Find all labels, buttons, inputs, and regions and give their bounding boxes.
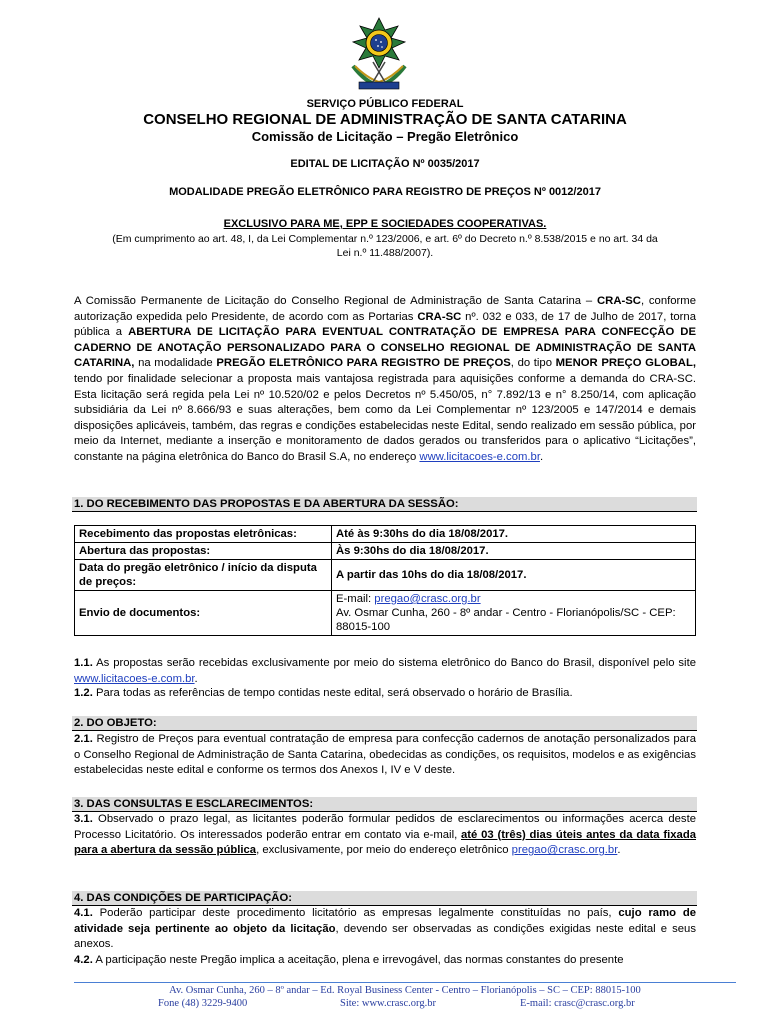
section-2-header: 2. DO OBJETO: — [72, 716, 697, 731]
council-title: CONSELHO REGIONAL DE ADMINISTRAÇÃO DE SANTA CATARINA — [143, 111, 627, 128]
item-number: 1.2. — [74, 687, 93, 699]
item-text: , exclusivamente, por meio do endereço eletrônico — [256, 844, 512, 857]
item-4-1 — [74, 906, 696, 953]
item-1-2 — [74, 686, 696, 702]
table-row — [75, 543, 696, 560]
item-text: Registro de Preços para eventual contratação de empresa para confecção cadernos de anotação personalizados para o Conselho Regional de Administração de Santa Catarina, obedecidas as condições, os requisitos, modelos e as exigências estabelecidas neste edital e conforme os termos dos Anexos I, IV e V deste. — [74, 733, 696, 777]
item-number: 4.1. — [74, 907, 93, 919]
schedule-label: Abertura das propostas: — [75, 543, 332, 560]
item-text: , devendo ser observadas as condições exigidas neste edital e seus anexos. — [74, 922, 696, 951]
licitacoes-link[interactable]: www.licitacoes-e.com.br — [419, 450, 540, 463]
item-number: 3.1. — [74, 813, 93, 825]
section-3-header: 3. DAS CONSULTAS E ESCLARECIMENTOS: — [72, 797, 697, 812]
item-text: A participação neste Pregão implica a aceitação, plena e irrevogável, das normas constantes do presente — [92, 954, 624, 966]
item-3-1 — [74, 812, 696, 859]
edital-number: EDITAL DE LICITAÇÃO Nº 0035/2017 — [290, 158, 480, 170]
schedule-table — [74, 525, 696, 636]
intro-text: tendo por finalidade selecionar a proposta mais vantajosa registrada para aquisições conforme a demanda do CRA-SC. Esta licitação será regida pela Lei nº 10.520/02 e pelos Decretos nº 5.450/05, n° 7.892/13 e n° 8.250/14, com aplicação subsidiária da Lei nº 8.666/93 e suas alterações, bem como da Lei Complementar nº 123/2005 e 147/2014 e demais disposições aplicáveis, também, das regras e condições estabelecidas neste Edital, sendo realizado em sessão pública, por meio da Internet, mediante a inserção e monitoramento de dados gerados ou transferidos para o aplicativo “Licitações”, constante na página eletrônica do Banco do Brasil S.A, no endereço — [74, 372, 696, 463]
service-heading: SERVIÇO PÚBLICO FEDERAL — [306, 98, 464, 110]
intro-text: na modalidade — [134, 357, 217, 370]
cumprimento-line-1: (Em cumprimento ao art. 48, I, da Lei Complementar n.º 123/2006, e art. 6º do Decreto n.º 8.538/2015 e no art. 34 da — [112, 233, 658, 245]
cumprimento-note — [60, 232, 710, 260]
item-text: Observado o prazo legal, as licitantes poderão formular pedidos de esclarecimentos ou informações acerca deste Processo Licitatório. Os interessados poderão entrar em contato via e-mail, — [74, 813, 696, 841]
item-text: . — [617, 844, 621, 857]
section-1-header: 1. DO RECEBIMENTO DAS PROPOSTAS E DA ABERTURA DA SESSÃO: — [72, 497, 697, 512]
section-4-header: 4. DAS CONDIÇÕES DE PARTICIPAÇÃO: — [72, 891, 697, 906]
schedule-value: Até às 9:30hs do dia 18/08/2017. — [332, 526, 696, 543]
table-row — [75, 560, 696, 591]
item-bold: cujo ramo de atividade seja pertinente ao objeto da licitação — [74, 907, 696, 935]
docs-address: Av. Osmar Cunha, 260 - 8º andar - Centro - Florianópolis/SC - CEP: 88015-100 — [336, 607, 676, 633]
item-text: . — [194, 672, 198, 685]
schedule-label: Envio de documentos: — [75, 591, 332, 636]
modalidade-line: MODALIDADE PREGÃO ELETRÔNICO PARA REGISTRO DE PREÇOS Nº 0012/2017 — [169, 186, 601, 198]
intro-bold: PREGÃO ELETRÔNICO PARA REGISTRO DE PREÇOS — [216, 357, 511, 370]
schedule-value — [332, 591, 696, 636]
footer-address: Av. Osmar Cunha, 260 – 8º andar – Ed. Royal Business Center - Centro – Florianópolis – SC – CEP: 88015-100 — [169, 985, 641, 996]
table-row — [75, 526, 696, 543]
intro-text: , do tipo — [510, 357, 556, 370]
item-text: Para todas as referências de tempo contidas neste edital, será observado o horário de Brasília. — [92, 687, 573, 699]
table-row — [75, 591, 696, 636]
intro-paragraph — [74, 294, 696, 466]
exclusivo-line: EXCLUSIVO PARA ME, EPP E SOCIEDADES COOPERATIVAS. — [223, 218, 547, 230]
docs-email-prefix: E-mail: — [336, 593, 375, 605]
intro-text: . — [539, 450, 544, 463]
item-number: 2.1. — [74, 733, 93, 745]
item-text: Poderão participar deste procedimento licitatório as empresas legalmente constituídas no país, — [92, 907, 619, 919]
coat-of-arms-logo — [345, 16, 413, 94]
footer-phone: Fone (48) 3229-9400 — [158, 998, 248, 1009]
footer-site[interactable]: Site: www.crasc.org.br — [340, 998, 436, 1009]
schedule-label: Data do pregão eletrônico / início da disputa de preços: — [75, 560, 332, 591]
item-text: As propostas serão recebidas exclusivamente por meio do sistema eletrônico do Banco do Brasil, disponível pelo site — [92, 657, 696, 669]
footer-divider — [74, 982, 736, 983]
intro-bold: CRA-SC — [417, 310, 462, 323]
item-number: 4.2. — [74, 954, 93, 966]
intro-bold: CRA-SC — [597, 295, 641, 307]
footer-email[interactable]: E-mail: crasc@crasc.org.br — [520, 998, 635, 1009]
item-2-1 — [74, 732, 696, 779]
schedule-value: Às 9:30hs do dia 18/08/2017. — [332, 543, 696, 560]
licitacoes-link[interactable]: www.licitacoes-e.com.br — [74, 672, 195, 685]
intro-text: , conforme autorização expedida pelo Presidente, de acordo com as Portarias — [74, 295, 697, 323]
intro-text: A Comissão Permanente de Licitação do Conselho Regional de Administração de Santa Catarina – — [74, 295, 597, 307]
intro-bold: ABERTURA DE LICITAÇÃO PARA EVENTUAL CONTRATAÇÃO DE EMPRESA PARA CONFECÇÃO DE CADERNO DE ANOTAÇÃO PERSONALIZADO PARA O CONSELHO REGIONAL DE ADMINISTRAÇÃO DE SANTA CATARINA, — [74, 326, 696, 370]
item-1-1 — [74, 656, 696, 687]
docs-email-link[interactable]: pregao@crasc.org.br — [374, 593, 481, 605]
schedule-label: Recebimento das propostas eletrônicas: — [75, 526, 332, 543]
cumprimento-line-2: Lei n.º 11.488/2007). — [336, 247, 434, 259]
intro-bold: MENOR PREÇO GLOBAL, — [555, 357, 696, 370]
item-bold: até 03 (três) dias úteis antes da data fixada para a abertura da sessão pública — [74, 828, 697, 857]
intro-text: nº. 032 e 033, de 17 de Julho de 2017, torna pública a — [74, 310, 696, 339]
pregao-email-link[interactable]: pregao@crasc.org.br — [511, 844, 618, 857]
schedule-value: A partir das 10hs do dia 18/08/2017. — [332, 560, 696, 591]
item-number: 1.1. — [74, 657, 93, 669]
commission-title: Comissão de Licitação – Pregão Eletrônico — [251, 129, 519, 144]
item-4-2 — [74, 953, 696, 969]
